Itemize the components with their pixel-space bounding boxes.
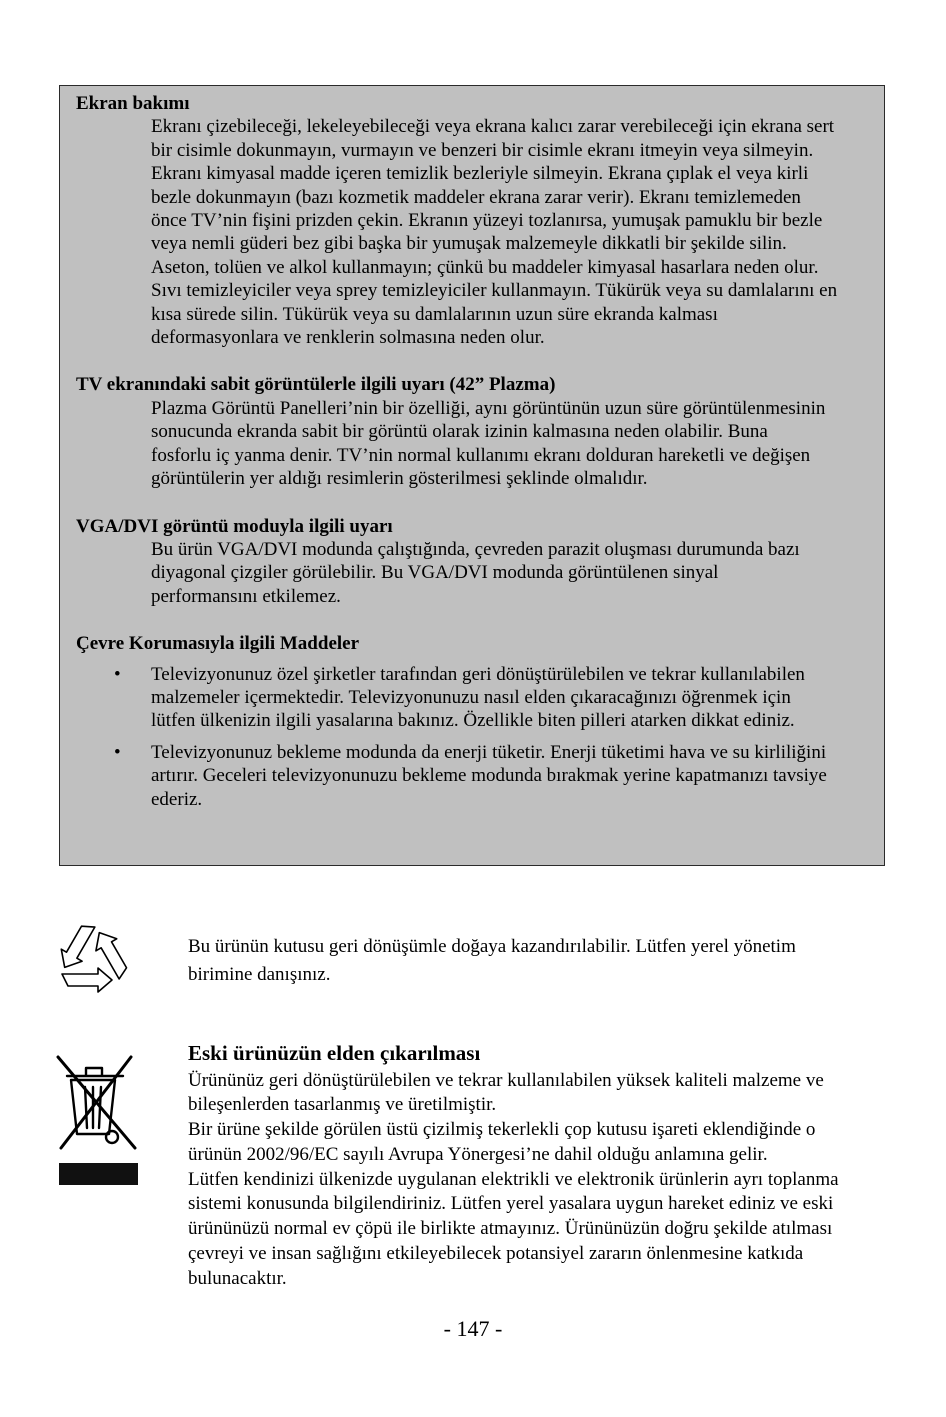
section-heading: Ekran bakımı [76,93,190,114]
text-line: deformasyonlara ve renklerin solmasına neden olur. [151,327,545,349]
text-line: Bu ürünün kutusu geri dönüşümle doğaya kazandırılabilir. Lütfen yerel yönetim [188,936,796,957]
bin-handle [86,1068,102,1075]
bullet-item [114,663,884,733]
static-image-warning-paragraph [151,397,884,491]
text-line: diyagonal çizgiler görülebilir. Bu VGA/DVI modunda görüntülenen sinyal [151,562,719,584]
text-line: Sıvı temizleyiciler veya sprey temizleyiciler kullanmayın. Tükürük veya su damlalarını en [151,280,838,302]
screen-care-section [76,92,884,349]
environment-section [76,632,884,811]
crossed-out-wheelie-bin-icon [55,1052,139,1186]
text-line: Ekranı çizebileceği, lekeleyebileceği veya ekrana kalıcı zarar verebileceği için ekrana sert [151,116,835,138]
disposal-paragraph [188,1069,839,1292]
text-line: ürününüzü normal ev çöpü ile birlikte atmayınız. Ürününüzün doğru şekilde atılması [188,1218,833,1240]
text-line: lütfen ülkenizin ilgili yasalarına bakınız. Özellikle biten pilleri atarken dikkat ediniz. [151,710,795,732]
text-line: bileşenlerden tasarlanmış ve üretilmiştir. [188,1094,497,1116]
page-number: - 147 - [443,1316,503,1341]
text-line: malzemeler içermektedir. Televizyonunuzu nasıl elden çıkaracağınızı öğrenmek için [151,686,791,708]
text-line: Plazma Görüntü Panelleri’nin bir özelliği, aynı görüntünün uzun süre görüntülenmesinin [151,397,826,419]
notice-box [59,85,885,866]
text-line: sistemi konusunda bilgilendiriniz. Lütfen yerel yasalara uygun hareket ediniz ve eski [188,1193,834,1215]
bullet-item [114,741,884,811]
section-heading: VGA/DVI görüntü moduyla ilgili uyarı [76,515,393,537]
recycling-paragraph [188,933,796,989]
text-line: sonucunda ekranda sabit bir görüntü olarak izinin kalmasına neden olabilir. Buna [151,421,768,443]
text-line: kısa sürede silin. Tükürük veya su damlalarının uzun süre ekranda kalması [151,303,718,325]
text-line: veya nemli güderi bez gibi başka bir yumuşak malzemeyle dikkatli bir şekilde silin. [151,233,787,255]
text-line: ederiz. [151,788,203,810]
vga-dvi-warning-section [76,515,884,609]
section-heading: TV ekranındaki sabit görüntülerle ilgili uyarı (42” Plazma) [76,374,556,396]
bullet-marker: • [114,741,121,763]
text-line: artırır. Geceleri televizyonunuzu bekleme modunda bırakmak yerine kapatmanızı tavsiye [151,765,827,787]
disposal-heading: Eski ürünüzün elden çıkarılması [188,1041,481,1065]
text-line: Televizyonunuz bekleme modunda da enerji tüketir. Enerji tüketimi hava ve su kirliliğini [151,741,827,763]
recycle-arrow [54,918,100,973]
bin-wheel [106,1131,118,1143]
text-line: Lütfen kendinizi ülkenizde uygulanan elektrikli ve elektronik ürünlerin ayrı toplanma [188,1168,839,1190]
text-line: görüntülerin yer aldığı resimlerin gösterilmesi şeklinde olmalıdır. [151,468,648,490]
text-line: Bir ürüne şekilde görülen üstü çizilmiş tekerlekli çop kutusu işareti eklendiğinde o [188,1119,816,1141]
text-line: Bu ürün VGA/DVI modunda çalıştığında, çevreden parazit oluşması durumunda bazı [151,538,800,560]
black-bar [59,1163,138,1185]
text-line: performansını etkilemez. [151,585,341,607]
bullet-marker: • [114,663,121,685]
text-line: ürünün 2002/96/EC sayılı Avrupa Yönergesi’ne dahil olduğu anlamına gelir. [188,1143,768,1165]
text-line: Televizyonunuz özel şirketler tarafından geri dönüştürülebilen ve tekrar kullanılabilen [151,663,805,685]
text-line: birimine danışınız. [188,964,331,985]
screen-care-paragraph [151,115,884,349]
text-line: çevreyi ve insan sağlığını etkileyebilecek potansiyel zararın önlenmesine katkıda [188,1242,804,1264]
section-heading: Çevre Korumasıyla ilgili Maddeler [76,633,360,655]
text-line: önce TV’nin fişini prizden çekin. Ekranın yüzeyi tozlanırsa, yumuşak pamuklu bir bezle [151,210,823,232]
recycle-icon [52,912,132,994]
vga-dvi-warning-paragraph [151,538,884,608]
static-image-warning-section [76,373,884,490]
text-line: fosforlu iç yanma denir. TV’nin normal kullanımı ekranı dolduran hareketli ve değişen [151,444,811,466]
text-line: bir cisimle dokunmayın, vurmayın ve benzeri bir cisimle ekranı itmeyin veya silmeyin. [151,139,814,161]
text-line: bezle dokunmayın (bazı kozmetik maddeler ekrana zarar verir). Ekranı temizlemeden [151,186,801,208]
text-line: Ürününüz geri dönüştürülebilen ve tekrar kullanılabilen yüksek kaliteli malzeme ve [188,1069,824,1091]
text-line: Aseton, tolüen ve alkol kullanmayın; çünkü bu maddeler kimyasal hasarlara neden olur. [151,256,819,278]
recycle-arrow [62,968,112,992]
text-line: Ekranı kimyasal madde içeren temizlik bezleriyle silmeyin. Ekrana çıplak el veya kirli [151,163,809,185]
text-line: bulunacaktır. [188,1267,287,1289]
